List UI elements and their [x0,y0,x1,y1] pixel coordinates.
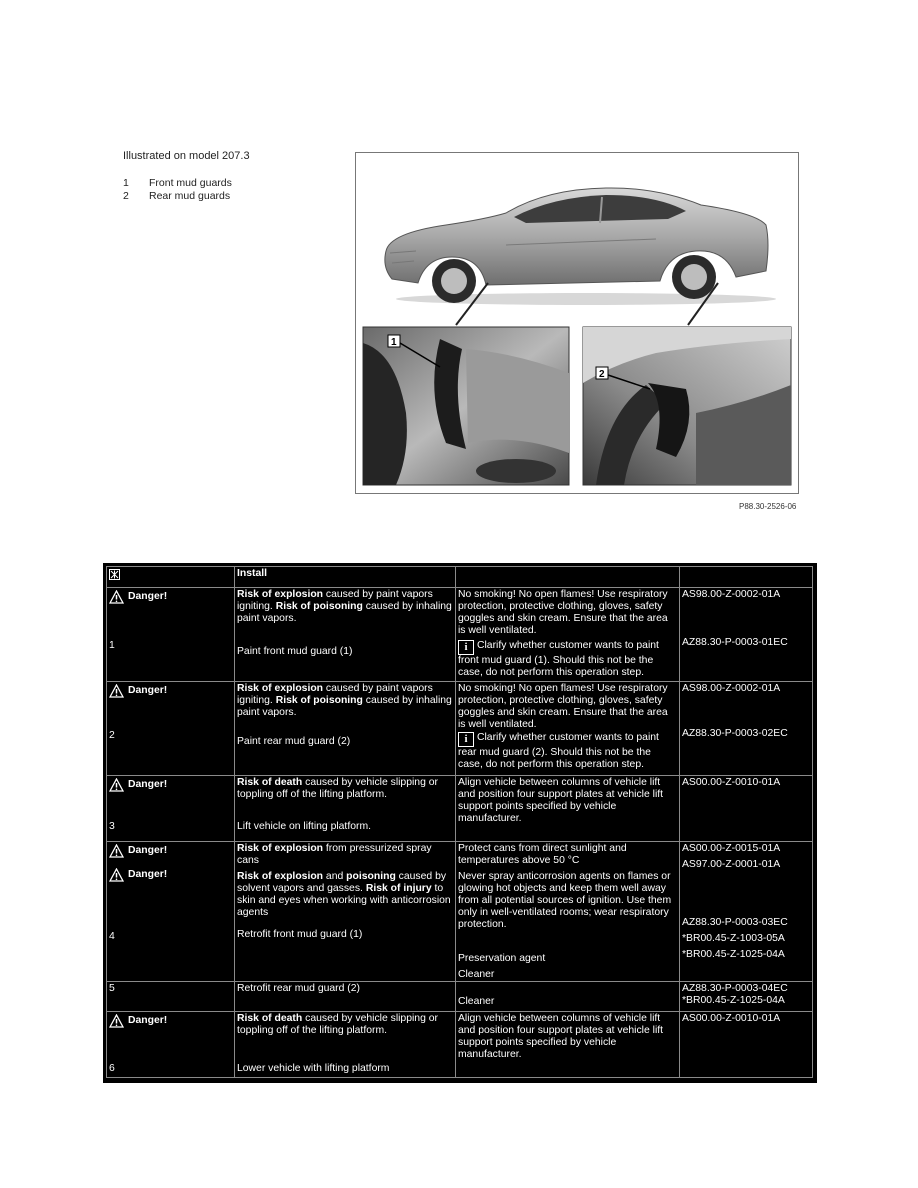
step-number: 6 [109,1063,115,1074]
step-description: Retrofit rear mud guard (2) [237,983,361,994]
warning-triangle-icon [109,684,124,698]
figure-legend [123,177,232,203]
figure-id: P88.30-2526-06 [739,502,797,511]
safety-instruction: Align vehicle between columns of vehicle lift and position four support plates at vehicle lift support points specified by vehicle manufacturer. [458,1013,664,1060]
reference-code: AS00.00-Z-0010-01A [682,777,781,788]
consumable-label: Cleaner [458,996,495,1007]
danger-label: Danger! [109,1013,232,1029]
header-col4 [680,567,813,588]
reference-code: AZ88.30-P-0003-01EC [682,637,788,648]
front-mud-guard-detail [363,327,569,485]
danger-text: Risk of explosion from pressurized spray cans [237,843,432,866]
table-row [107,1012,813,1078]
table-row [107,776,813,842]
consumable-label: Preservation agent [458,953,546,964]
step-number: 5 [109,983,115,994]
table-row [107,982,813,1012]
danger-text: Risk of explosion caused by paint vapors igniting. Risk of poisoning caused by inhaling paint vapors. [237,683,452,718]
install-procedure-table [103,563,817,1083]
table-header-row [107,567,813,588]
step-number: 2 [109,730,115,741]
safety-instruction: Never spray anticorrosion agents on flames or glowing hot objects and keep them well away from all potential sources of ignition. Use them only in well-ventilated rooms; wear respiratory protection. [458,871,672,930]
reference-code: AS00.00-Z-0010-01A [682,1013,781,1024]
procedure-table [106,566,813,1078]
step-number: 3 [109,821,115,832]
table-row [107,588,813,682]
info-icon: i [458,640,474,655]
reference-code: *BR00.45-Z-1025-04A [682,995,785,1006]
step-description: Paint rear mud guard (2) [237,736,351,747]
danger-text: Risk of explosion caused by paint vapors igniting. Risk of poisoning caused by inhaling paint vapors. [237,589,452,624]
safety-instruction: No smoking! No open flames! Use respiratory protection, protective clothing, gloves, safety goggles and skin cream. Ensure that the area is well ventilated. [458,589,668,636]
warning-triangle-icon [109,1014,124,1028]
reference-code: AS98.00-Z-0002-01A [682,683,781,694]
info-note: i Clarify whether customer wants to paint rear mud guard (2). Should this not be the case, do not perform this operation step. [458,732,659,770]
car-illustration [356,153,798,493]
step-description: Retrofit front mud guard (1) [237,929,363,940]
reference-code: AS97.00-Z-0001-01A [682,859,781,870]
consumable-label: Cleaner [458,969,495,980]
danger-text: Risk of explosion and poisoning caused by solvent vapors and gasses. Risk of injury to skin and eyes when working with anticorrosion agents [237,871,451,918]
danger-label: Danger! [109,589,232,605]
safety-instruction: Protect cans from direct sunlight and temperatures above 50 °C [458,843,627,866]
rear-mud-guard-detail [583,327,791,485]
danger-label: Danger! [109,683,232,699]
car-body [385,188,776,305]
table-row [107,682,813,776]
header-title: Install [235,567,456,588]
danger-label: Danger! [109,777,232,793]
danger-text: Risk of death caused by vehicle slipping or toppling off of the lifting platform. [237,1013,438,1036]
safety-instruction: Align vehicle between columns of vehicle lift and position four support plates at vehicle lift support points specified by vehicle manufacturer. [458,777,664,824]
table-row [107,842,813,982]
callout-1: 1 [391,337,397,348]
figure-caption: Illustrated on model 207.3 [123,150,250,162]
step-description: Paint front mud guard (1) [237,646,353,657]
info-note: i Clarify whether customer wants to paint front mud guard (1). Should this not be the case, do not perform this operation step. [458,640,659,678]
warning-triangle-icon [109,844,124,858]
step-description: Lift vehicle on lifting platform. [237,821,371,832]
warning-triangle-icon [109,868,124,882]
step-number: 4 [109,931,115,942]
legend-item: 1 Front mud guards [123,177,232,189]
warning-triangle-icon [109,590,124,604]
step-description: Lower vehicle with lifting platform [237,1063,390,1074]
danger-label: Danger! [109,867,232,883]
step-number: 1 [109,640,115,651]
legend-item: 2 Rear mud guards [123,190,231,202]
reference-code: AZ88.30-P-0003-02EC [682,728,788,739]
safety-instruction: No smoking! No open flames! Use respiratory protection, protective clothing, gloves, safety goggles and skin cream. Ensure that the area is well ventilated. [458,683,668,730]
workshop-icon [109,569,120,580]
info-icon: i [458,732,474,747]
reference-code: *BR00.45-Z-1003-05A [682,933,785,944]
reference-code: *BR00.45-Z-1025-04A [682,949,785,960]
reference-code: AZ88.30-P-0003-04EC [682,983,788,994]
warning-triangle-icon [109,778,124,792]
header-icon-cell [107,567,235,588]
reference-code: AS98.00-Z-0002-01A [682,589,781,600]
mud-guard-illustration [355,152,799,494]
danger-label: Danger! [109,843,232,859]
header-col3 [456,567,680,588]
reference-code: AZ88.30-P-0003-03EC [682,917,788,928]
danger-text: Risk of death caused by vehicle slipping or toppling off of the lifting platform. [237,777,438,800]
callout-2: 2 [599,369,605,380]
reference-code: AS00.00-Z-0015-01A [682,843,781,854]
